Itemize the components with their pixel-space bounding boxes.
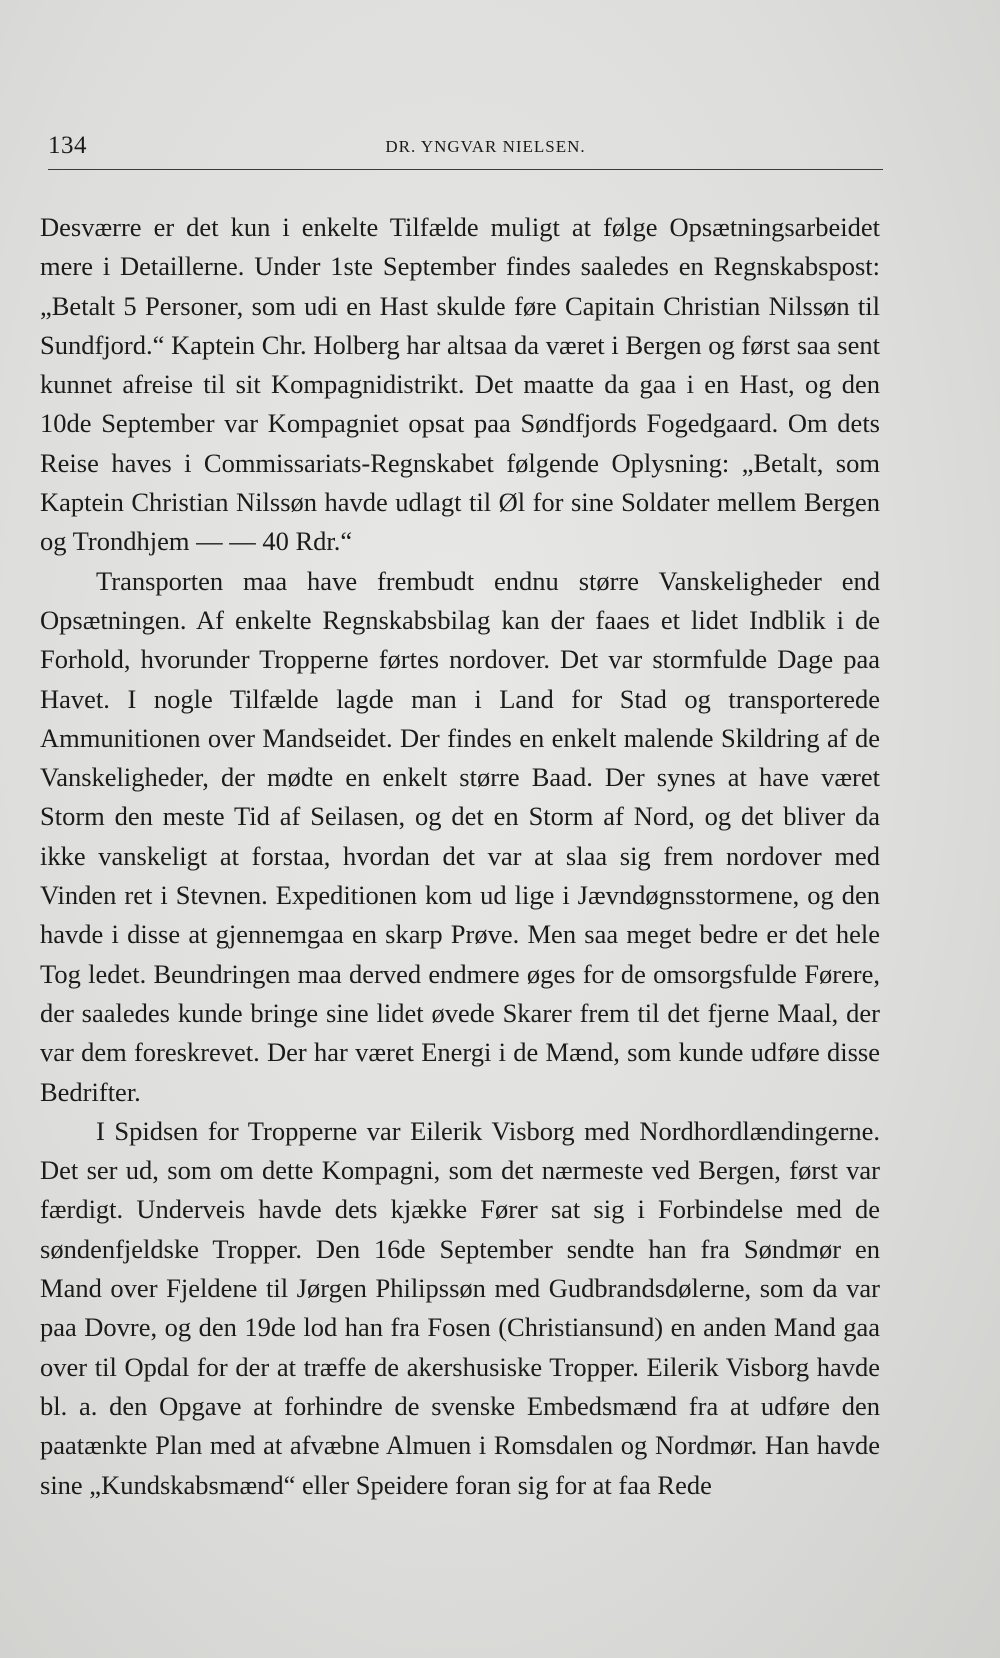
- page-header: [48, 132, 883, 172]
- paragraph-2: Transporten maa have frembudt endnu større Vanskeligheder end Opsætningen. Af enkelte Regnskabsbilag kan der faaes et lidet Indblik i de Forhold, hvorunder Tropperne førtes nordover. Det var stormfulde Dage paa Havet. I nogle Tilfælde lagde man i Land for Stad og transporterede Ammunitionen over Mandseidet. Der findes en enkelt malende Skildring af de Vanskeligheder, der mødte en enkelt større Baad. Der synes at have været Storm den meste Tid af Seilasen, og det en Storm af Nord, og det bliver da ikke vanskeligt at forstaa, hvordan det var at slaa sig frem nordover med Vinden ret i Stevnen. Expeditionen kom ud lige i Jævndøgnsstormene, og den havde i disse at gjennemgaa en skarp Prøve. Men saa meget bedre er det hele Tog ledet. Beundringen maa derved endmere øges for de omsorgsfulde Førere, der saaledes kunde bringe sine lidet øvede Skarer frem til det fjerne Maal, der var dem foreskrevet. Der har været Energi i de Mænd, som kunde udføre disse Bedrifter.: [40, 565, 880, 1107]
- running-head: DR. YNGVAR NIELSEN.: [385, 137, 586, 156]
- body-text: [40, 208, 880, 1505]
- paragraph-3: I Spidsen for Tropperne var Eilerik Visborg med Nordhordlændingerne. Det ser ud, som om dette Kompagni, som det nærmeste ved Bergen, først var færdigt. Underveis havde dets kjække Fører sat sig i Forbindelse med de søndenfjeldske Tropper. Den 16de September sendte han fra Søndmør en Mand over Fjeldene til Jørgen Philipssøn med Gudbrandsdølerne, som da var paa Dovre, og den 19de lod han fra Fosen (Christiansund) en anden Mand gaa over til Opdal for der at træffe de akershusiske Tropper. Eilerik Visborg havde bl. a. den Opgave at forhindre de svenske Embedsmænd fra at udføre den paatænkte Plan med at afvæbne Almuen i Romsdalen og Nordmør. Han havde sine „Kundskabsmænd“ eller Speidere foran sig for at faa Rede: [40, 1115, 880, 1500]
- page-number: 134: [48, 132, 87, 159]
- header-rule: [48, 169, 883, 170]
- paragraph-1: Desværre er det kun i enkelte Tilfælde muligt at følge Opsætningsarbeidet mere i Detaillerne. Under 1ste September findes saaledes en Regnskabspost: „Betalt 5 Personer, som udi en Hast skulde føre Capitain Christian Nilssøn til Sundfjord.“ Kaptein Chr. Holberg har altsaa da været i Bergen og først saa sent kunnet afreise til sit Kompagnidistrikt. Det maatte da gaa i en Hast, og den 10de September var Kompagniet opsat paa Søndfjords Fogedgaard. Om dets Reise haves i Commissariats-Regnskabet følgende Oplysning: „Betalt, som Kaptein Christian Nilssøn havde udlagt til Øl for sine Soldater mellem Bergen og Trondhjem — — 40 Rdr.“: [40, 212, 880, 557]
